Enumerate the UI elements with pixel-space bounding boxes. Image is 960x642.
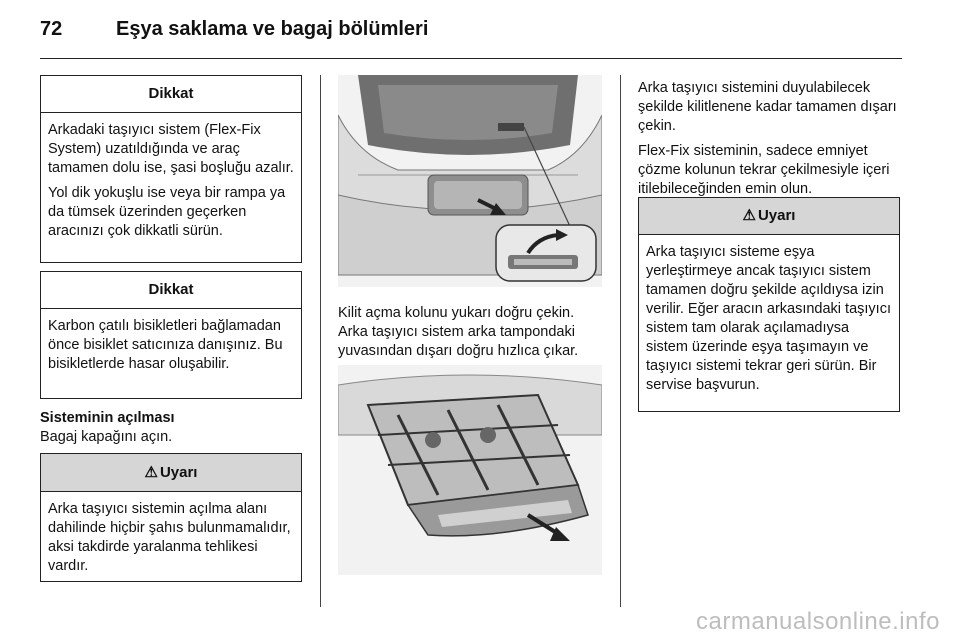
warning-title-label: Uyarı — [159, 464, 198, 481]
section-text: Bagaj kapağını açın. — [40, 429, 173, 445]
caution-box-2 — [40, 271, 302, 399]
warning-paragraph: Arka taşıyıcı sisteme eşya yerleştirmeye ancak taşıyıcı sistem tamamen doğru şekilde açıldıysa izin verilir. Eğer aracın arkasındaki taşıyıcı sistem tam olarak açılamadıysa sistem üzerinde eşya taşımayın ve taşıyıcı sistemi tekrar geri sürün. Bir servise başvurun. — [646, 244, 891, 393]
warning-icon: ⚠ — [742, 207, 756, 224]
figure-carrier-extended-illustration — [338, 365, 602, 575]
figure-caption: Kilit açma kolunu yukarı doğru çekin. Arka taşıyıcı sistem arka tampondaki yuvasından dışarı doğru hızlıca çıkar. — [338, 305, 579, 359]
warning-title — [639, 198, 899, 235]
page-number: 72 — [40, 18, 63, 40]
watermark: carmanualsonline.info — [696, 608, 940, 635]
warning-title — [41, 454, 301, 492]
body-paragraph: Flex-Fix sisteminin, sadece emniyet çözme kolunun tekrar çekilmesiyle içeri itilebileceğinden emin olun. — [638, 143, 890, 197]
caution-title: Dikkat — [41, 76, 301, 113]
warning-paragraph: Arka taşıyıcı sistemin açılma alanı dahilinde hiçbir şahıs bulunmamalıdır, aksi takdirde yaralanma tehlikesi vardır. — [48, 501, 291, 574]
caution-title: Dikkat — [41, 272, 301, 309]
caution-paragraph: Yol dik yokuşlu ise veya bir rampa ya da tümsek üzerinden geçerken aracınızı çok dikkatli sürün. — [48, 185, 286, 239]
caution-body — [41, 113, 301, 247]
caution-paragraph: Karbon çatılı bisikletleri bağlamadan önce bisiklet satıcınıza danışınız. Bu bisikletlerde hasar oluşabilir. — [48, 318, 283, 372]
warning-body — [41, 492, 301, 582]
caution-paragraph: Arkadaki taşıyıcı sistem (Flex-Fix System) uzatıldığında ve araç tamamen dolu ise, şasi boşluğu azalır. — [48, 122, 294, 176]
section-block — [40, 409, 302, 447]
warning-icon: ⚠ — [144, 464, 158, 481]
page-title: Eşya saklama ve bagaj bölümleri — [116, 18, 429, 40]
caution-body — [41, 309, 301, 380]
figure-release-lever — [338, 75, 602, 287]
figure-carrier-extended — [338, 365, 602, 575]
column3-text — [638, 79, 903, 205]
warning-box-2 — [638, 197, 900, 412]
warning-title-label: Uyarı — [757, 207, 796, 224]
body-paragraph: Arka taşıyıcı sistemini duyulabilecek şekilde kilitlenene kadar tamamen dışarı çekin. — [638, 80, 897, 134]
section-heading: Sisteminin açılması — [40, 410, 175, 426]
figure-release-lever-illustration — [338, 75, 602, 287]
header-rule — [40, 58, 902, 59]
warning-box-1 — [40, 453, 302, 582]
column-divider-2 — [620, 75, 621, 607]
warning-body — [639, 235, 899, 401]
caution-box-1 — [40, 75, 302, 263]
column-divider-1 — [320, 75, 321, 607]
